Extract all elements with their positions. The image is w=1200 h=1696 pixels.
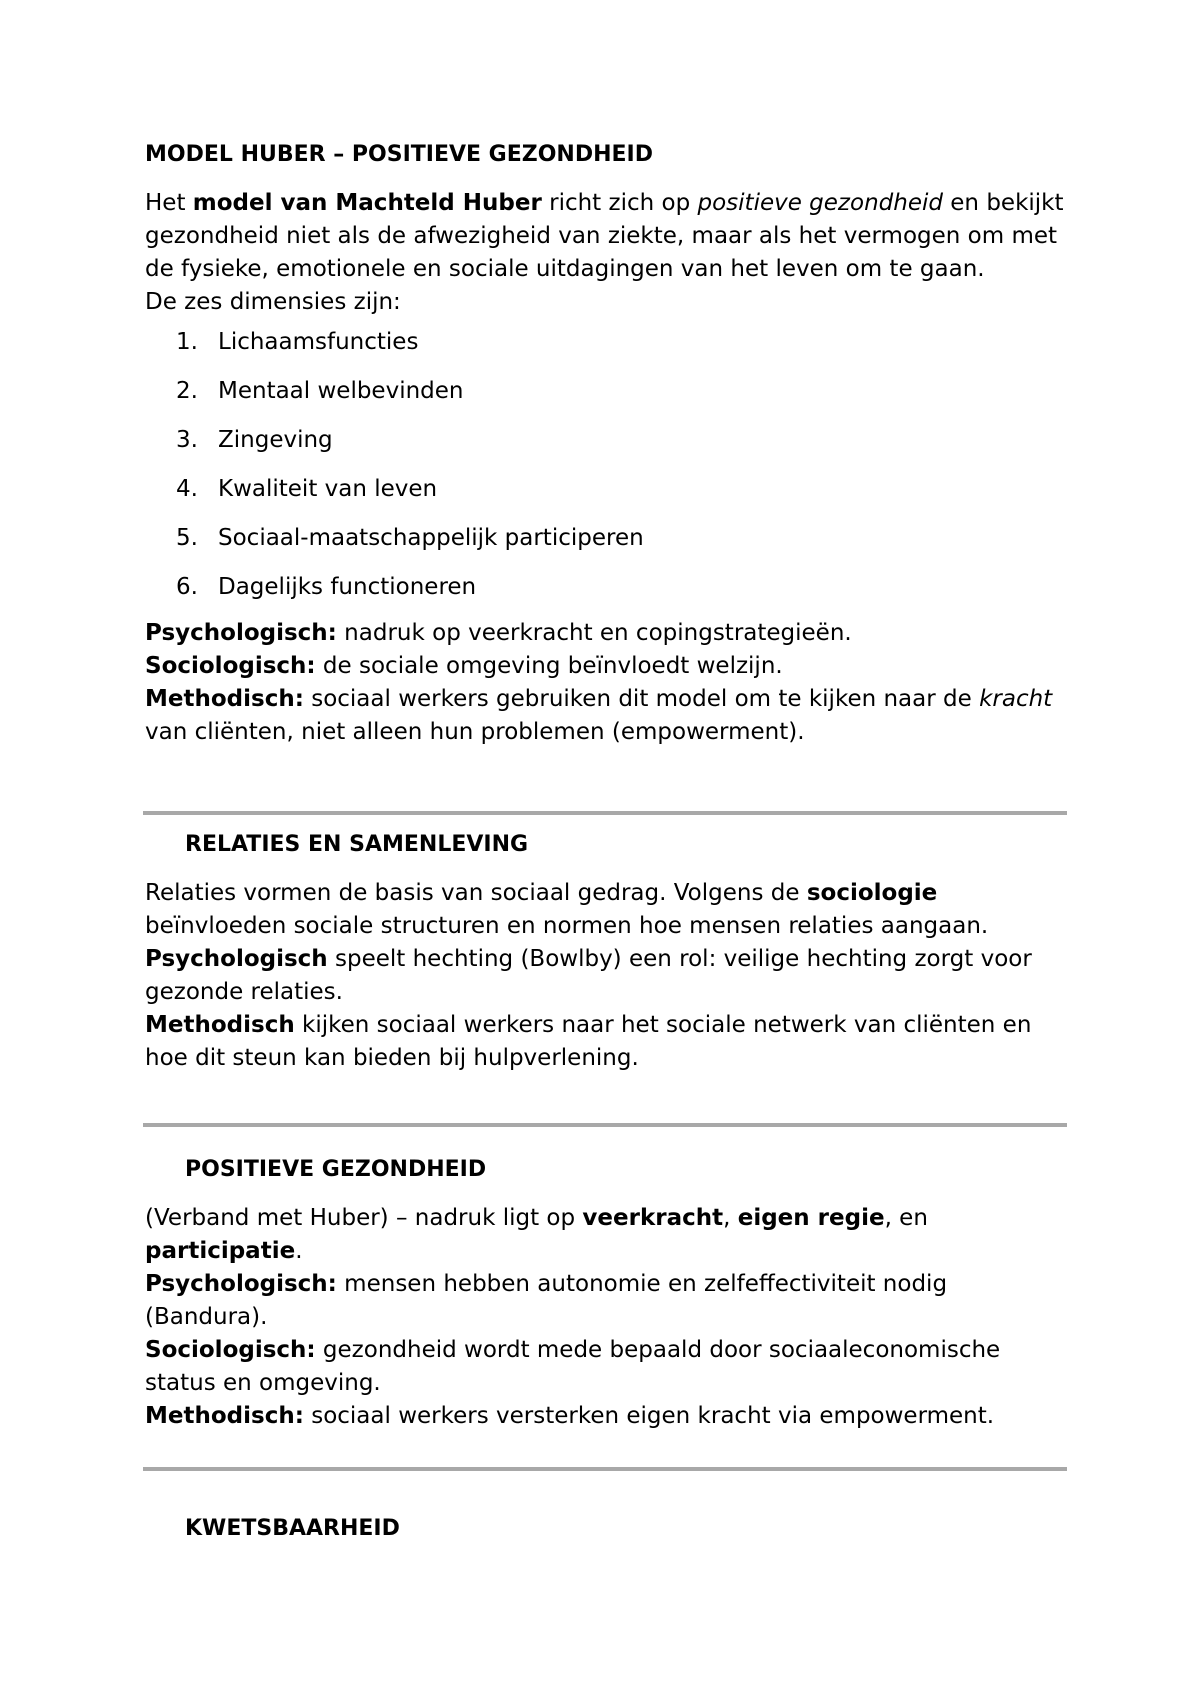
paragraph-dimensions-intro: De zes dimensies zijn:	[145, 289, 401, 315]
text-methodisch: kijken sociaal werkers naar het sociale netwerk van cliënten en hoe dit steun kan bieden bij hulpverlening.	[145, 1012, 1032, 1071]
intro-italic-positive-health: positieve gezondheid	[697, 190, 943, 216]
text-methodisch-1: sociaal werkers gebruiken dit model om te kijken naar de	[303, 686, 980, 712]
label-methodisch: Methodisch:	[145, 686, 304, 712]
heading-kwetsbaarheid: KWETSBAARHEID	[185, 1516, 400, 1541]
label-psychologisch: Psychologisch	[145, 946, 328, 972]
heading-positieve-gezondheid: POSITIEVE GEZONDHEID	[185, 1157, 487, 1182]
section-spacer	[145, 749, 1065, 830]
label-sociologisch: Sociologisch:	[145, 1337, 316, 1363]
text-psychologisch: nadruk op veerkracht en copingstrategieën.	[336, 620, 852, 646]
list-item	[176, 571, 1065, 604]
list-item	[176, 424, 1065, 457]
list-number: 5.	[176, 525, 198, 551]
paragraph-relaties-2	[145, 943, 1065, 1009]
bold-veerkracht: veerkracht	[582, 1205, 724, 1231]
document-body	[145, 140, 1065, 1561]
text-methodisch: sociaal werkers versterken eigen kracht via empowerment.	[303, 1403, 995, 1429]
pg-text-2: ,	[723, 1205, 738, 1231]
list-item	[176, 522, 1065, 555]
list-item-label: Zingeving	[218, 427, 333, 453]
intro-text-2: richt zich op	[541, 190, 698, 216]
paragraph-socio-1	[145, 650, 1065, 683]
text-sociologisch: de sociale omgeving beïnvloedt welzijn.	[315, 653, 783, 679]
paragraph-pg-method	[145, 1400, 1065, 1433]
paragraph-pg-socio	[145, 1334, 1065, 1400]
intro-text-3: en bekijkt gezondheid niet als de afwezigheid van ziekte, maar als het vermogen om met de fysieke, emotionele en sociale uitdagingen van het leven om te gaan.	[145, 190, 1064, 282]
text-methodisch-2: van cliënten, niet alleen hun problemen (empowerment).	[145, 719, 805, 745]
list-item	[176, 326, 1065, 359]
list-number: 3.	[176, 427, 198, 453]
section-spacer	[145, 1075, 1065, 1155]
paragraph-pg-1	[145, 1202, 1065, 1268]
list-number: 1.	[176, 329, 198, 355]
paragraph-psych-1	[145, 617, 1065, 650]
list-item-label: Dagelijks functioneren	[218, 574, 477, 600]
pg-text-1: (Verband met Huber) – nadruk ligt op	[145, 1205, 583, 1231]
list-item	[176, 375, 1065, 408]
perspectives-block-1	[145, 617, 1065, 749]
text-psychologisch: mensen hebben autonomie en zelfeffectiviteit nodig (Bandura).	[145, 1271, 948, 1330]
list-item-label: Sociaal-maatschappelijk participeren	[218, 525, 644, 551]
intro-bold-model: model van Machteld Huber	[192, 190, 542, 216]
label-sociologisch: Sociologisch:	[145, 653, 316, 679]
bold-participatie: participatie	[145, 1238, 296, 1264]
label-psychologisch: Psychologisch:	[145, 620, 337, 646]
paragraph-huber-intro	[145, 187, 1065, 286]
label-psychologisch: Psychologisch:	[145, 1271, 337, 1297]
intro-text-1: Het	[145, 190, 193, 216]
list-item-label: Mentaal welbevinden	[218, 378, 464, 404]
dimensions-list	[145, 326, 1065, 604]
bold-sociologie: sociologie	[806, 880, 938, 906]
label-methodisch: Methodisch:	[145, 1403, 304, 1429]
paragraph-relaties-3	[145, 1009, 1065, 1075]
italic-kracht: kracht	[979, 686, 1053, 712]
list-item-label: Lichaamsfuncties	[218, 329, 419, 355]
heading-model-huber: MODEL HUBER – POSITIEVE GEZONDHEID	[145, 142, 653, 167]
horizontal-rule	[143, 1123, 1067, 1127]
bold-eigen-regie: eigen regie	[737, 1205, 885, 1231]
paragraph-pg-psych	[145, 1268, 1065, 1334]
label-methodisch: Methodisch	[145, 1012, 295, 1038]
relaties-text-2: beïnvloeden sociale structuren en normen hoe mensen relaties aangaan.	[145, 913, 989, 939]
text-sociologisch: gezondheid wordt mede bepaald door sociaaleconomische status en omgeving.	[145, 1337, 1001, 1396]
list-number: 4.	[176, 476, 198, 502]
list-item-label: Kwaliteit van leven	[218, 476, 438, 502]
heading-relaties: RELATIES EN SAMENLEVING	[185, 832, 529, 857]
horizontal-rule	[143, 811, 1067, 815]
paragraph-relaties-1	[145, 877, 1065, 943]
pg-text-4: .	[295, 1238, 303, 1264]
text-psychologisch: speelt hechting (Bowlby) een rol: veilige hechting zorgt voor gezonde relaties.	[145, 946, 1032, 1005]
pg-text-3: , en	[884, 1205, 928, 1231]
horizontal-rule	[143, 1467, 1067, 1471]
list-number: 2.	[176, 378, 198, 404]
section-spacer	[145, 1433, 1065, 1514]
list-item	[176, 473, 1065, 506]
list-number: 6.	[176, 574, 198, 600]
relaties-text-1: Relaties vormen de basis van sociaal gedrag. Volgens de	[145, 880, 807, 906]
paragraph-method-1	[145, 683, 1065, 749]
